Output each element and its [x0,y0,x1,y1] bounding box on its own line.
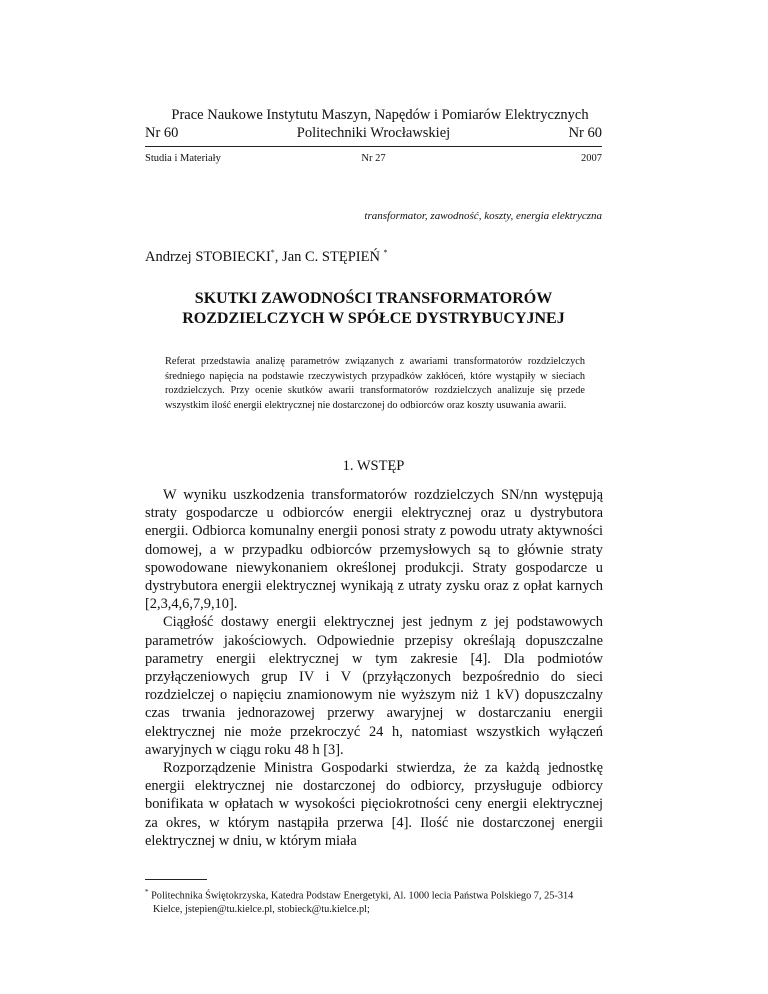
authors [145,248,388,266]
author-1: Andrzej STOBIECKI [145,248,271,265]
journal-title-line: Prace Naukowe Instytutu Maszyn, Napędów i Pomiarów Elektrycznych [171,107,589,123]
title-line-2: ROZDZIELCZYCH W SPÓŁCE DYSTRYBUCYJNEJ [182,310,565,327]
series-year: 2007 [581,153,602,164]
series-name: Studia i Materiały [145,153,221,164]
footnote-mark: * [145,888,149,896]
journal-number-left: Nr 60 [145,125,179,141]
abstract: Referat przedstawia analizę parametrów związanych z awariami transformatorów rozdzielczych średniego napięcia na podstawie rzeczywistych przypadków zakłóceń, które wystąpiły w sieciach rozdzielczych. Przy ocenie skutków awarii transformatorów rozdzielczych analizuje się przede wszystkim ilość energii elektrycznej nie dostarczonej do odbiorców oraz koszty usuwania awarii. [165,356,585,411]
journal-number-right: Nr 60 [568,125,602,141]
author-2-mark: * [383,248,388,257]
paragraph-1: W wyniku uszkodzenia transformatorów rozdzielczych SN/nn występują straty gospodarcze u odbiorców energii elektrycznej oraz u dystrybutora energii. Odbiorca komunalny energii ponosi straty z powodu utraty aktywności domowej, a w przypadku odbiorców przemysłowych są to głównie straty spowodowane niewykonaniem określonej produkcji. Straty gospodarcze u dystrybutora energii elektrycznej wynikają z utraty zysku oraz z opłat karnych [2,3,4,6,7,9,10]. [145,487,603,613]
journal-header-row [145,125,602,143]
paper-title [145,289,602,329]
paragraph-3: Rozporządzenie Ministra Gospodarki stwierdza, że za każdą jednostkę energii elektrycznej nie dostarczonej do odbiorcy, przysługuje odbiorcy bonifikata w opłatach w wysokości pięciokrotności ceny energii elektrycznej za okres, w którym nastąpiła przerwa [4]. Ilość nie dostarczonej energii elektrycznej w dniu, w którym miała [145,760,603,849]
header-rule [145,146,602,147]
footnote-line-1: Politechnika Świętokrzyska, Katedra Podstaw Energetyki, Al. 1000 lecia Państwa Polskiego 7, 25-314 [148,890,574,902]
footnote-rule [145,879,207,880]
paragraph-2: Ciągłość dostawy energii elektrycznej jest jednym z jej podstawowych parametrów jakościowych. Odpowiednie przepisy określają dopuszczalne parametry energii elektrycznej w tym zakresie [4]. Dla podmiotów przyłączeniowych grup IV i V (przyłączonych bezpośrednio do sieci rozdzielczej o napięciu znamionowym nie wyższym niż 1 kV) dopuszczalny czas trwania jednorazowej przerwy awaryjnej w dostarczaniu energii elektrycznej nie może przekroczyć 24 h, natomiast wszystkich wyłączeń awaryjnych w ciągu roku 48 h [3]. [145,614,603,758]
title-line-1: SKUTKI ZAWODNOŚCI TRANSFORMATORÓW [194,290,553,307]
journal-university: Politechniki Wrocławskiej [296,125,451,141]
footnote [145,885,605,917]
series-issue: Nr 27 [361,153,386,164]
keywords: transformator, zawodność, koszty, energia elektryczna [364,210,602,222]
author-1-mark: * [270,248,275,257]
author-2: , Jan C. STĘPIEŃ [274,248,384,265]
body-text [145,486,603,850]
section-heading: 1. WSTĘP [342,458,405,474]
series-row [145,153,602,167]
footnote-line-2: Kielce, jstepien@tu.kielce.pl, stobieck@tu.kielce.pl; [153,904,370,916]
